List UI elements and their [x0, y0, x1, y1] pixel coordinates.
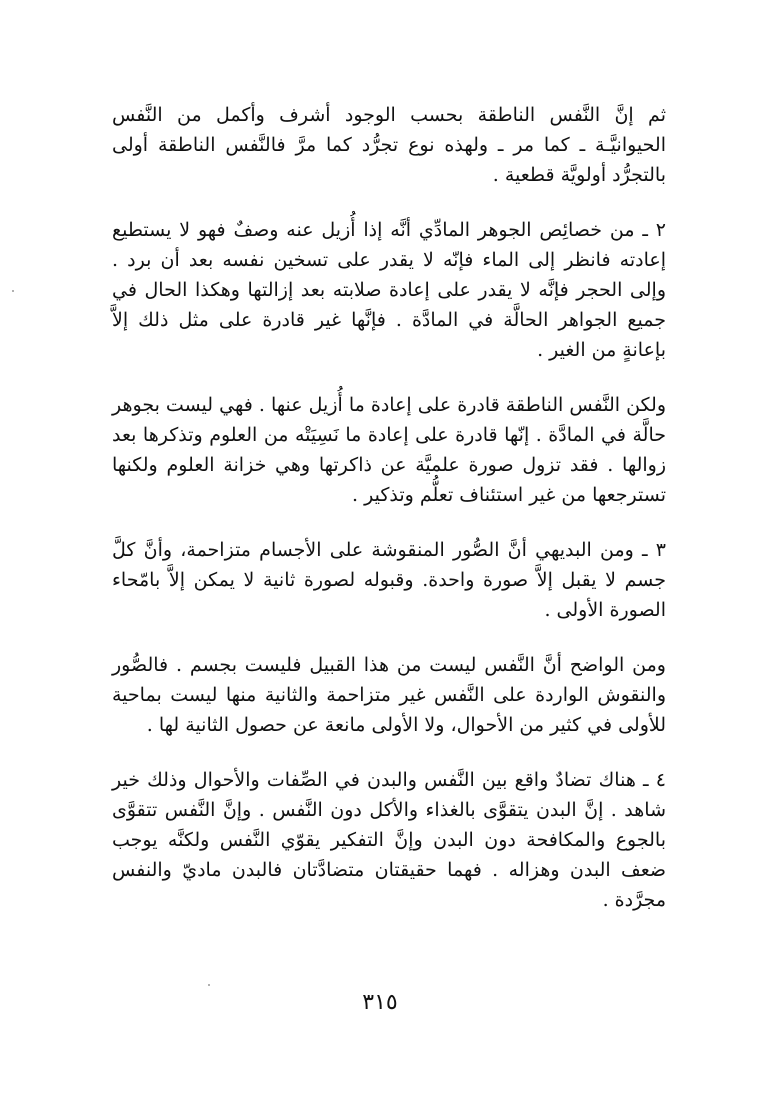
scan-speck [208, 984, 210, 986]
paragraph-3: ولكن النَّفس الناطقة قادرة على إعادة ما أُزيل عنها . فهي ليست بجوهر حالَّة في المادَّة . إنّها قادرة على إعادة ما نَسِيَتْه من العلوم وتذكرها بعد زوالها . فقد تزول صورة علميَّة عن ذاكرتها وهي خزانة العلوم ولكنها تسترجعها من غير استئناف تعلُّم وتذكير . [112, 394, 666, 506]
paragraph-5: ومن الواضح أنَّ النَّفس ليست من هذا القبيل فليست بجسم . فالصُّور والنقوش الواردة على النَّفس غير متزاحمة والثانية منها ليست بماحية للأولى في كثير من الأحوال، ولا الأولى مانعة عن حصول الثانية لها . [112, 654, 666, 736]
page-number: ٣١٥ [362, 990, 398, 1015]
paragraph-4: ٣ ـ ومن البديهي أنَّ الصُّور المنقوشة على الأجسام متزاحمة، وأنَّ كلَّ جسم لا يقبل إلاَّ صورة واحدة. وقبوله لصورة ثانية لا يمكن إلاَّ بامّحاء الصورة الأولى . [112, 539, 666, 621]
paragraph-1: ثم إنَّ النَّفس الناطقة بحسب الوجود أشرف وأكمل من النَّفس الحيوانيَّـة ـ كما مر ـ ولهذه نوع تجرُّد كما مرَّ فالنَّفس الناطقة أولى بالتجرُّد أولويَّة قطعية . [112, 104, 666, 186]
paragraph-6: ٤ ـ هناك تضادٌ واقع بين النَّفس والبدن في الصِّفات والأحوال وذلك خير شاهد . إنَّ البدن يتقوَّى بالغذاء والأكل دون النَّفس . وإنَّ النَّفس تتقوَّى بالجوع والمكافحة دون البدن وإنَّ التفكير يقوّي النَّفس ولكنَّه يوجب ضعف البدن وهزاله . فهما حقيقتان متضادَّتان فالبدن ماديّ والنفس مجرَّدة . [112, 769, 666, 911]
page-body [112, 100, 666, 940]
paragraph-2: ٢ ـ من خصائِص الجوهر المادِّي أنَّه إذا أُزيل عنه وصفٌ فهو لا يستطيع إعادته فانظر إلى الماء فإنّه لا يقدر على تسخين نفسه بعد أن برد . وإلى الحجر فإنَّه لا يقدر على إعادة صلابته بعد إزالتها وهكذا الحال في جميع الجواهر الحالَّة في المادَّة . فإنَّها غير قادرة على مثل ذلك إلاَّ بإعانةٍ من الغير . [112, 219, 666, 361]
scan-speck [12, 290, 14, 292]
